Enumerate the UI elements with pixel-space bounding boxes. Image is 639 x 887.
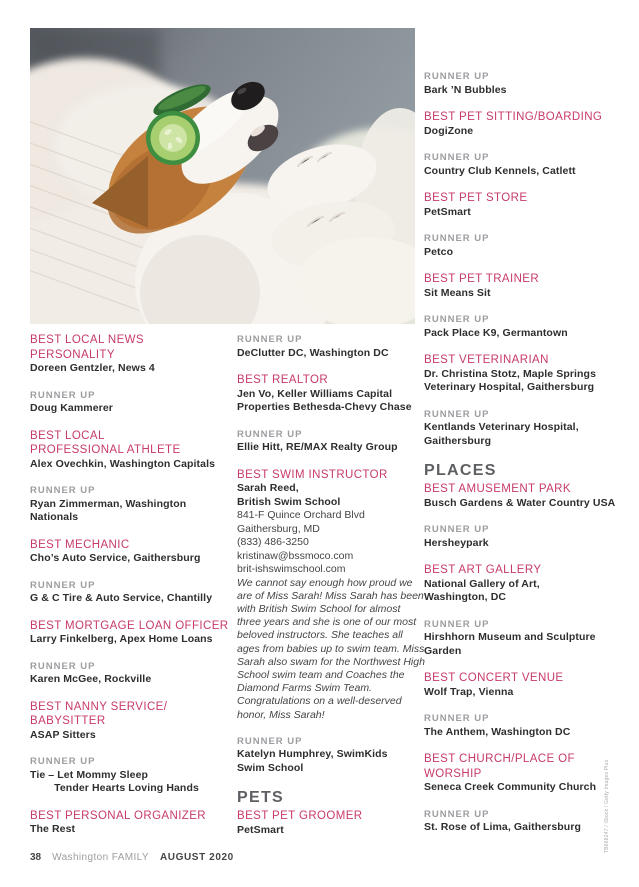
- runner-up-block: [424, 618, 612, 659]
- runner-up-label: RUNNER UP: [237, 334, 303, 345]
- award-category-heading: BEST REALTOR: [237, 374, 329, 386]
- runner-up-name: Gaithersburg: [424, 434, 492, 447]
- award-category-heading: BEST NANNY SERVICE/: [30, 700, 168, 713]
- contact-line: brit-ishswimschool.com: [237, 563, 346, 575]
- runner-up-block: [30, 389, 218, 416]
- runner-up-label: RUNNER UP: [30, 756, 96, 767]
- award-block: [424, 563, 612, 605]
- page-footer: [30, 852, 234, 863]
- award-category-heading: BEST MECHANIC: [30, 538, 130, 551]
- contact-line: 841-F Quince Orchard Blvd: [237, 509, 365, 521]
- winner-name: Wolf Trap, Vienna: [424, 685, 514, 698]
- winner-name: Cho’s Auto Service, Gaithersburg: [30, 552, 201, 564]
- runner-up-block: [30, 579, 218, 606]
- issue-date: AUGUST 2020: [159, 852, 234, 863]
- dog-spa-photo: [30, 28, 415, 324]
- runner-up-name: Petco: [424, 245, 454, 258]
- runner-up-label: RUNNER UP: [30, 579, 96, 591]
- runner-up-label: RUNNER UP: [424, 71, 490, 82]
- award-block: [424, 191, 612, 219]
- winner-name: ASAP Sitters: [30, 728, 96, 741]
- contact-line: kristinaw@bssmoco.com: [237, 549, 354, 562]
- testimonial-paragraph: We cannot say enough how proud we are of Miss Sarah! Miss Sarah has been with British Swim School for almost three years and she is one of our most beloved instructors. She teaches all ages from babies up to swim team. Miss Sarah also swam for the Northwest High School swim team and Coaches the Diamond Farms Swim Team. Congratulations on a well-deserved honor, Miss Sarah!: [237, 576, 425, 721]
- runner-up-block: [237, 735, 425, 776]
- column-2: [237, 333, 425, 850]
- runner-up-name: Ryan Zimmerman, Washington: [30, 497, 187, 510]
- runner-up-block: [30, 660, 218, 687]
- award-block: [237, 373, 425, 415]
- award-block: [237, 809, 425, 837]
- award-block: [30, 619, 229, 647]
- page-number: 38: [30, 852, 42, 863]
- award-category-heading: BEST PET TRAINER: [424, 273, 540, 285]
- winner-name: Busch Gardens & Water Country USA: [424, 496, 616, 509]
- runner-up-block: [424, 712, 612, 739]
- winner-name: Larry Finkelberg, Apex Home Loans: [30, 633, 213, 645]
- runner-up-block: [30, 755, 218, 796]
- runner-up-label: RUNNER UP: [424, 808, 490, 820]
- runner-up-name: Tie – Let Mommy Sleep: [30, 768, 149, 781]
- runner-up-name: Karen McGee, Rockville: [30, 673, 152, 685]
- award-block: [424, 482, 616, 510]
- dog-spa-illustration: [30, 28, 415, 324]
- award-category-heading: PERSONALITY: [30, 348, 115, 361]
- runner-up-name: Country Club Kennels, Catlett: [424, 164, 576, 177]
- winner-name: Veterinary Hospital, Gaithersburg: [424, 381, 595, 393]
- winner-name: PetSmart: [424, 205, 471, 218]
- runner-up-block: [424, 313, 612, 340]
- winner-name: Doreen Gentzler, News 4: [30, 362, 155, 374]
- award-category-heading: BEST CHURCH/PLACE OF: [424, 753, 575, 765]
- runner-up-label: RUNNER UP: [424, 314, 490, 325]
- award-block: [424, 671, 612, 699]
- runner-up-name: Tender Hearts Loving Hands: [30, 782, 199, 794]
- runner-up-name: Bark ’N Bubbles: [424, 83, 507, 96]
- award-category-heading: BEST MORTGAGE LOAN OFFICER: [30, 619, 229, 632]
- runner-up-block: [424, 151, 612, 178]
- runner-up-block: [30, 484, 218, 525]
- winner-name: Seneca Creek Community Church: [424, 781, 597, 793]
- winner-name: British Swim School: [237, 495, 341, 508]
- runner-up-name: DeClutter DC, Washington DC: [237, 346, 389, 359]
- winner-name: Sit Means Sit: [424, 286, 491, 299]
- runner-up-name: Swim School: [237, 761, 304, 774]
- award-block: [424, 353, 612, 395]
- runner-up-block: [424, 232, 612, 259]
- award-block: [30, 809, 218, 837]
- runner-up-name: Kentlands Veterinary Hospital,: [424, 421, 579, 433]
- award-category-heading: BEST ART GALLERY: [424, 564, 542, 576]
- runner-up-name: Ellie Hitt, RE/MAX Realty Group: [237, 441, 398, 453]
- contact-line: (833) 486-3250: [237, 536, 309, 548]
- winner-name: Properties Bethesda-Chevy Chase: [237, 401, 412, 413]
- award-category-heading: BEST PERSONAL ORGANIZER: [30, 809, 206, 822]
- award-category-heading: BEST PET STORE: [424, 192, 528, 204]
- column-3: [424, 70, 616, 848]
- award-category-heading: BEST SWIM INSTRUCTOR: [237, 468, 388, 481]
- award-category-heading: BEST VETERINARIAN: [424, 354, 549, 366]
- award-block: [424, 110, 612, 138]
- winner-name: DogiZone: [424, 124, 474, 137]
- runner-up-block: [237, 333, 425, 360]
- runner-up-label: RUNNER UP: [30, 660, 96, 672]
- award-block: [30, 538, 218, 566]
- runner-up-name: St. Rose of Lima, Gaithersburg: [424, 821, 582, 833]
- winner-name: Washington, DC: [424, 591, 507, 603]
- runner-up-label: RUNNER UP: [424, 618, 490, 630]
- runner-up-name: Nationals: [30, 511, 79, 523]
- runner-up-name: G & C Tire & Auto Service, Chantilly: [30, 592, 213, 604]
- award-category-heading: BEST LOCAL NEWS: [30, 334, 145, 346]
- contact-line: Gaithersburg, MD: [237, 522, 320, 535]
- award-block: [424, 752, 612, 795]
- winner-name: National Gallery of Art,: [424, 577, 540, 590]
- runner-up-label: RUNNER UP: [424, 524, 490, 535]
- award-category-heading: BEST CONCERT VENUE: [424, 672, 564, 684]
- winner-name: Dr. Christina Stotz, Maple Springs: [424, 367, 597, 380]
- runner-up-name: Katelyn Humphrey, SwimKids: [237, 748, 388, 761]
- runner-up-name: The Anthem, Washington DC: [424, 725, 571, 738]
- award-category-heading: BABYSITTER: [30, 715, 106, 727]
- winner-name: PetSmart: [237, 823, 284, 836]
- runner-up-block: [424, 808, 612, 835]
- award-block: [30, 429, 218, 472]
- photo-credit: TB868247 / iStock / Getty Images Plus: [604, 759, 610, 853]
- column-1: [30, 333, 229, 850]
- runner-up-name: Pack Place K9, Germantown: [424, 326, 568, 339]
- award-block: [30, 333, 218, 376]
- winner-name: Jen Vo, Keller Williams Capital: [237, 387, 393, 400]
- winner-name: Alex Ovechkin, Washington Capitals: [30, 457, 216, 470]
- runner-up-label: RUNNER UP: [30, 485, 96, 496]
- runner-up-name: Hirshhorn Museum and Sculpture: [424, 631, 596, 643]
- award-category-heading: WORSHIP: [424, 767, 482, 780]
- magazine-name: Washington FAMILY: [52, 852, 149, 863]
- runner-up-name: Doug Kammerer: [30, 402, 113, 414]
- award-category-heading: BEST PET GROOMER: [237, 810, 363, 823]
- runner-up-label: RUNNER UP: [424, 233, 490, 244]
- award-category-heading: PROFESSIONAL ATHLETE: [30, 444, 181, 456]
- runner-up-name: Hersheypark: [424, 536, 489, 549]
- section-group-heading: PETS: [237, 789, 284, 807]
- runner-up-name: Garden: [424, 644, 462, 657]
- award-block: [424, 272, 612, 300]
- runner-up-label: RUNNER UP: [424, 713, 490, 724]
- runner-up-label: RUNNER UP: [237, 428, 303, 440]
- winner-name: The Rest: [30, 823, 76, 835]
- award-category-heading: BEST LOCAL: [30, 429, 105, 442]
- section-group-heading: PLACES: [424, 462, 497, 479]
- runner-up-block: [424, 523, 612, 550]
- runner-up-block: [237, 428, 425, 455]
- section-group-block: [237, 788, 425, 807]
- runner-up-block: [424, 70, 612, 97]
- award-block: [30, 700, 218, 743]
- runner-up-block: [424, 408, 612, 449]
- winner-name: Sarah Reed,: [237, 482, 299, 494]
- award-category-heading: BEST PET SITTING/BOARDING: [424, 111, 603, 123]
- runner-up-label: RUNNER UP: [424, 152, 490, 163]
- runner-up-label: RUNNER UP: [30, 389, 96, 401]
- section-group-block: [424, 461, 612, 480]
- award-detail-block: [237, 468, 425, 722]
- award-category-heading: BEST AMUSEMENT PARK: [424, 483, 571, 495]
- runner-up-label: RUNNER UP: [424, 408, 490, 420]
- runner-up-label: RUNNER UP: [237, 735, 303, 747]
